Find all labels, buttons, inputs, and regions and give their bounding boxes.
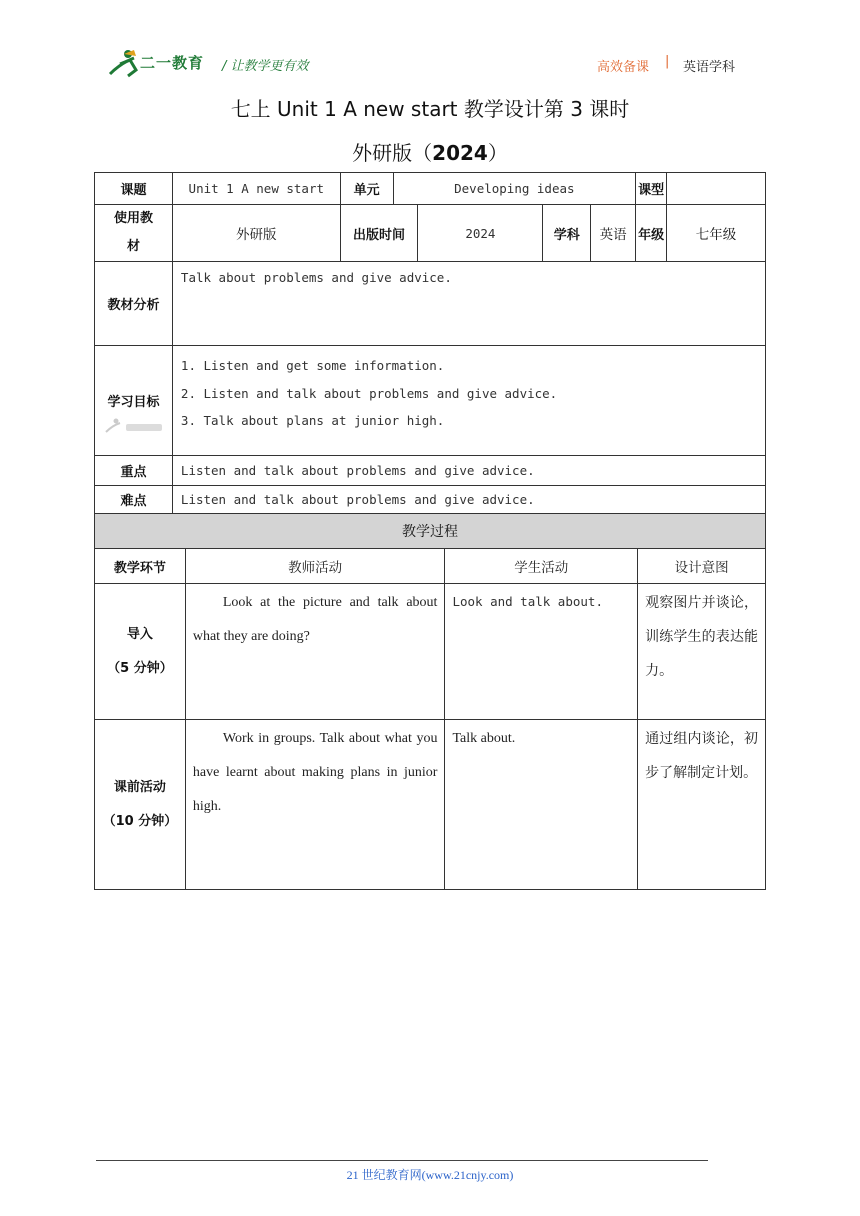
stage-time: （5 分钟） bbox=[107, 660, 173, 676]
goal-item: 2. Listen and talk about problems and give advice. bbox=[180, 385, 558, 401]
topic-value: Unit 1 A new start bbox=[172, 173, 340, 205]
grade-label: 年级 bbox=[636, 205, 667, 262]
unit-value: Developing ideas bbox=[393, 173, 636, 205]
subject-label: 学科 bbox=[543, 205, 591, 262]
stage-cell bbox=[95, 584, 186, 720]
goal-item: 1. Listen and get some information. bbox=[180, 358, 445, 373]
header-teacher: 教师活动 bbox=[185, 549, 445, 584]
lesson-info-table bbox=[94, 172, 766, 514]
subject-value: 英语 bbox=[591, 205, 636, 262]
tag-separator: | bbox=[665, 54, 670, 69]
logo-text: 二一教育 bbox=[140, 54, 205, 72]
subtitle-suffix: ） bbox=[487, 141, 508, 165]
material-label: 使用教材 bbox=[95, 205, 173, 262]
process-title: 教学过程 bbox=[95, 514, 766, 549]
header-intent: 设计意图 bbox=[638, 549, 766, 584]
stage-name: 课前活动 bbox=[113, 779, 166, 795]
type-label: 课型 bbox=[636, 173, 667, 205]
header-student: 学生活动 bbox=[445, 549, 638, 584]
student-activity: Talk about. bbox=[445, 720, 638, 890]
stage-cell bbox=[95, 720, 186, 890]
analysis-value: Talk about problems and give advice. bbox=[172, 262, 765, 346]
stage-time: （10 分钟） bbox=[102, 813, 178, 829]
goals-label-text: 学习目标 bbox=[107, 395, 160, 410]
analysis-label: 教材分析 bbox=[95, 262, 173, 346]
topic-label: 课题 bbox=[95, 173, 173, 205]
pubtime-label: 出版时间 bbox=[340, 205, 418, 262]
teacher-activity: Work in groups. Talk about what you have learnt about making plans in junior high. bbox=[185, 720, 445, 890]
slogan: / 让教学更有效 bbox=[222, 59, 309, 74]
tag-efficient-prep: 高效备课 bbox=[597, 60, 650, 75]
difficult-point-value: Listen and talk about problems and give advice. bbox=[172, 486, 765, 514]
teaching-process-table bbox=[94, 513, 766, 890]
footer-link[interactable]: 21 世纪教育网(www.21cnjy.com) bbox=[346, 1168, 514, 1182]
design-intent: 通过组内谈论，初步了解制定计划。 bbox=[638, 720, 766, 890]
subtitle-prefix: 外研版（ bbox=[352, 141, 433, 165]
pubtime-value: 2024 bbox=[418, 205, 543, 262]
material-value: 外研版 bbox=[172, 205, 340, 262]
teacher-activity: Look at the picture and talk about what they are doing? bbox=[185, 584, 445, 720]
document-title: 七上 Unit 1 A new start 教学设计第 3 课时 bbox=[230, 97, 630, 121]
document-subtitle bbox=[0, 137, 860, 166]
key-point-value: Listen and talk about problems and give advice. bbox=[172, 456, 765, 486]
key-point-label: 重点 bbox=[95, 456, 173, 486]
header-stage: 教学环节 bbox=[95, 549, 186, 584]
grade-value: 七年级 bbox=[667, 205, 766, 262]
goals-list bbox=[172, 346, 765, 456]
stage-name: 导入 bbox=[126, 626, 153, 642]
goal-item: 3. Talk about plans at junior high. bbox=[180, 413, 445, 428]
table-row bbox=[95, 584, 766, 720]
student-activity: Look and talk about. bbox=[445, 584, 638, 720]
watermark-logo-icon bbox=[104, 418, 166, 436]
unit-label: 单元 bbox=[340, 173, 393, 205]
footer-divider bbox=[96, 1160, 708, 1161]
difficult-point-label: 难点 bbox=[95, 486, 173, 514]
subtitle-year: 2024 bbox=[432, 141, 488, 165]
goals-label bbox=[95, 346, 173, 456]
design-intent: 观察图片并谈论，训练学生的表达能力。 bbox=[638, 584, 766, 720]
page-header bbox=[0, 0, 860, 90]
tag-subject: 英语学科 bbox=[683, 60, 736, 75]
table-row bbox=[95, 720, 766, 890]
type-value bbox=[667, 173, 766, 205]
